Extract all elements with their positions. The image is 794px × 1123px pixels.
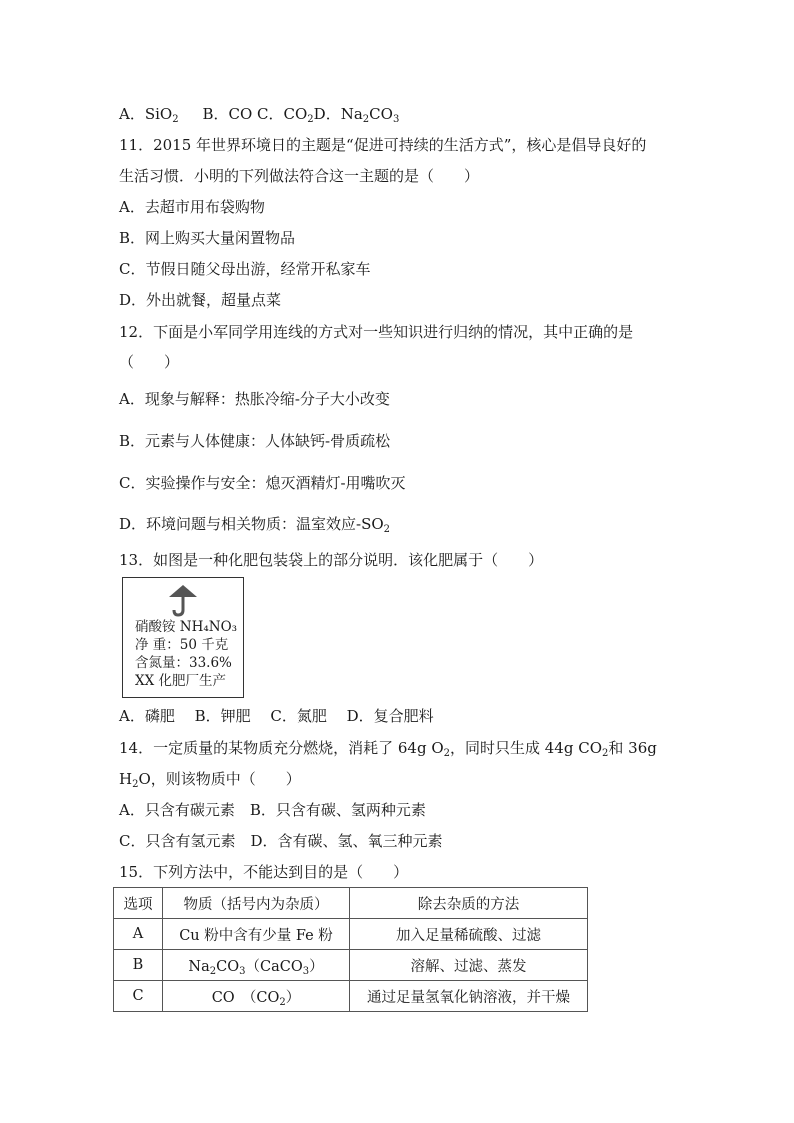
q10-option-d: D．$Na_2CO_3$ <box>313 105 400 125</box>
row-option: B <box>114 950 163 981</box>
q14-options-row2: C．只含有氢元素 D．含有碳、氢、氧三种元素 <box>119 832 443 850</box>
q10-option-b: B．CO <box>202 105 253 123</box>
header-substance: 物质（括号内为杂质） <box>163 888 350 919</box>
q14-stem-line1: 14．一定质量的某物质充分燃烧，消耗了 64g $O_2$，同时只生成 44g $CO_2$和 36g <box>119 739 657 759</box>
header-method: 除去杂质的方法 <box>350 888 588 919</box>
q12-option-b: B．元素与人体健康：人体缺钙-骨质疏松 <box>119 432 391 450</box>
q11-stem-line2: 生活习惯．小明的下列做法符合这一主题的是（ ） <box>119 167 480 185</box>
q15-stem: 15．下列方法中，不能达到目的是（ ） <box>119 863 409 881</box>
q12-option-c: C．实验操作与安全：熄灭酒精灯-用嘴吹灭 <box>119 474 406 492</box>
bag-net-weight: 净 重：50 千克 <box>135 637 229 653</box>
row-substance: $Na_2CO_3(CaCO_3)$ <box>163 950 350 981</box>
q15-table <box>113 887 588 1012</box>
bag-nitrogen-content: 含氮量：33.6% <box>135 655 232 671</box>
table-header-row <box>114 888 588 919</box>
q12-option-a: A．现象与解释：热胀冷缩-分子大小改变 <box>119 390 390 408</box>
q11-option-c: C．节假日随父母出游，经常开私家车 <box>119 260 371 278</box>
q10-option-a: A．SiO$_2$ <box>119 105 179 125</box>
q10-options <box>119 104 399 124</box>
row-method: 加入足量稀硫酸、过滤 <box>350 919 588 950</box>
q11-option-b: B．网上购买大量闲置物品 <box>119 229 296 247</box>
table-row <box>114 950 588 981</box>
q14-options-row1: A．只含有碳元素 B．只含有碳、氢两种元素 <box>119 801 426 819</box>
q13-stem: 13．如图是一种化肥包装袋上的部分说明．该化肥属于（ ） <box>119 551 544 569</box>
q11-option-d: D．外出就餐，超量点菜 <box>119 291 282 309</box>
q11-option-a: A．去超市用布袋购物 <box>119 198 265 216</box>
row-method: 溶解、过滤、蒸发 <box>350 950 588 981</box>
q14-stem-line2: $H_2O$，则该物质中（ ） <box>119 770 301 790</box>
table-row <box>114 981 588 1012</box>
q11-stem-line1: 11．2015 年世界环境日的主题是“促进可持续的生活方式”，核心是倡导良好的 <box>119 136 647 154</box>
q12-stem-line2: （ ） <box>119 353 180 371</box>
q10-option-c: C．$CO_2$ <box>257 105 314 125</box>
row-substance: CO $(CO_2)$ <box>163 981 350 1012</box>
header-option: 选项 <box>114 888 163 919</box>
q12-stem-line1: 12．下面是小军同学用连线的方式对一些知识进行归纳的情况，其中正确的是 <box>119 323 634 341</box>
row-method: 通过足量氢氧化钠溶液，并干燥 <box>350 981 588 1012</box>
fertilizer-bag-label <box>122 577 244 698</box>
q12-option-d: D．环境问题与相关物质：温室效应$-SO_2$ <box>119 515 391 535</box>
table-row <box>114 919 588 950</box>
row-option: A <box>114 919 163 950</box>
row-substance: Cu 粉中含有少量 Fe 粉 <box>163 919 350 950</box>
row-option: C <box>114 981 163 1012</box>
umbrella-icon <box>167 583 199 617</box>
q13-options: A．磷肥 B．钾肥 C．氮肥 D．复合肥料 <box>119 707 434 725</box>
bag-manufacturer: XX 化肥厂生产 <box>135 673 227 689</box>
bag-product-name: 硝酸铵 NH₄NO₃ <box>135 619 238 635</box>
